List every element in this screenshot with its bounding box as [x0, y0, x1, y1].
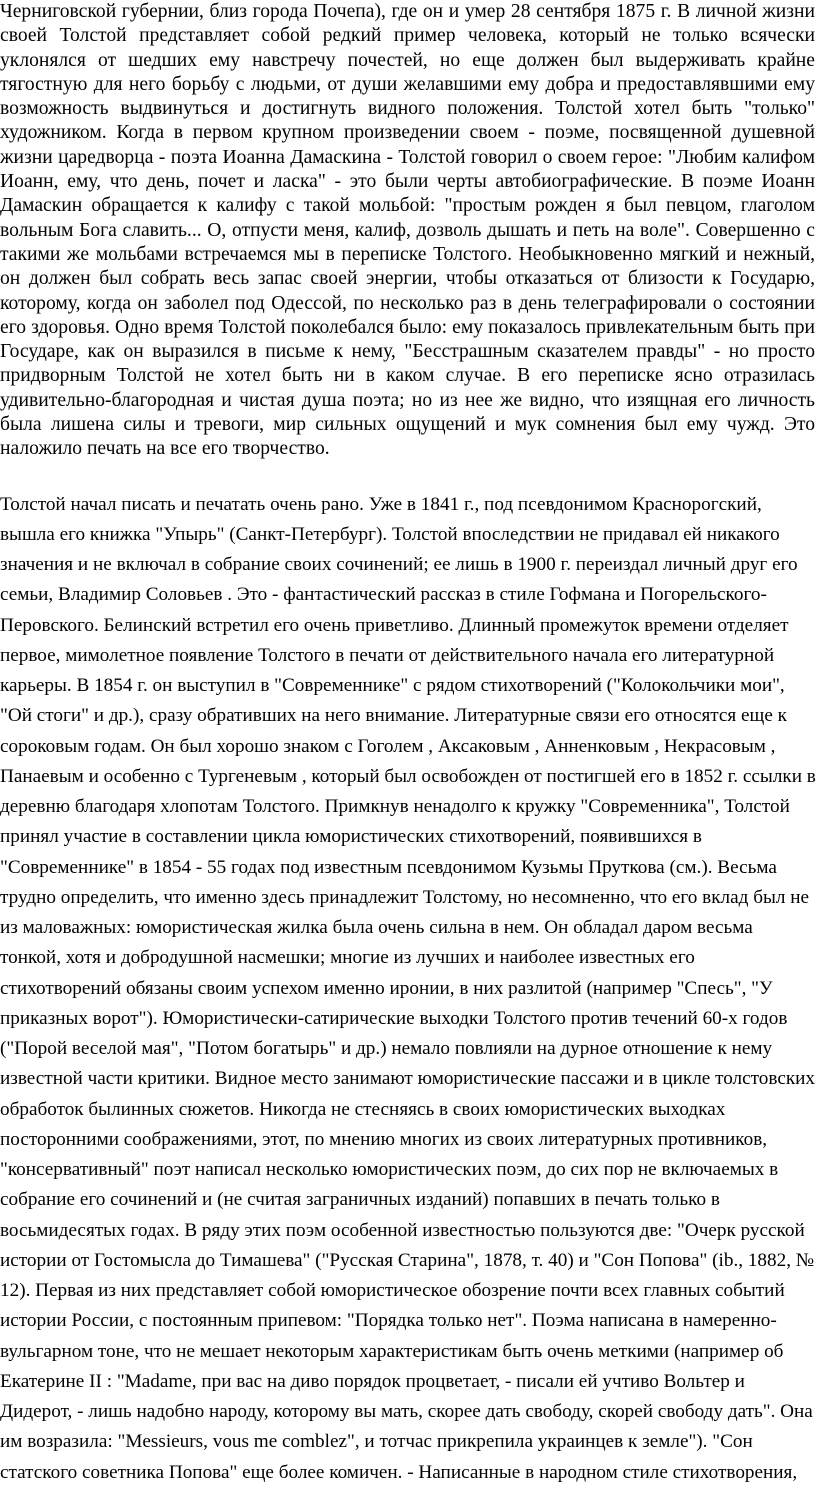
paragraph-literary-career: Толстой начал писать и печатать очень рано. Уже в 1841 г., под псевдонимом Краснорогский, вышла его книжка "Упырь" (Санкт-Петербург). Толстой впоследствии не придавал ей никакого значения и не включал в собрание своих сочинений; ее лишь в 1900 г. переиздал личный друг его семьи, Владимир Соловьев . Это - фантастический рассказ в стиле Гофмана и Погорельского-Перовского. Белинский встретил его очень приветливо. Длинный промежуток времени отделяет первое, мимолетное появление Толстого в печати от действительного начала его литературной карьеры. В 1854 г. он выступил в "Современнике" с рядом стихотворений ("Колокольчики мои", "Ой стоги" и др.), сразу обративших на него внимание. Литературные связи его относятся еще к сороковым годам. Он был хорошо знаком с Гоголем , Аксаковым , Анненковым , Некрасовым , Панаевым и особенно с Тургеневым , который был освобожден от постигшей его в 1852 г. ссылки в деревню благодаря хлопотам Толстого. Примкнув ненадолго к кружку "Современника", Толстой принял участие в составлении цикла юмористических стихотворений, появившихся в "Современнике" в 1854 - 55 годах под известным псевдонимом Кузьмы Пруткова (см.). Весьма трудно определить, что именно здесь принадлежит Толстому, но несомненно, что его вклад был не из маловажных: юмористическая жилка была очень сильна в нем. Он обладал даром весьма тонкой, хотя и добродушной насмешки; многие из лучших и наиболее известных его стихотворений обязаны своим успехом именно иронии, в них разлитой (например "Спесь", "У приказных ворот"). Юмористически-сатирические выходки Толстого против течений 60-х годов ("Порой веселой мая", "Потом богатырь" и др.) немало повлияли на дурное отношение к нему известной части критики. Видное место занимают юмористические пассажи и в цикле толстовских обработок былинных сюжетов. Никогда не стесняясь в своих юмористических выходках посторонними соображениями, этот, по мнению многих из своих литературных противников, "консервативный" поэт написал несколько юмористических поэм, до сих пор не включаемых в собрание его сочинений и (не считая заграничных изданий) попавших в печать только в восьмидесятых годах. В ряду этих поэм особенной известностью пользуются две: "Очерк русской истории от Гостомысла до Тимашева" ("Русская Старина", 1878, т. 40) и "Сон Попова" (ib., 1882, № 12). Первая из них представляет собой юмористическое обозрение почти всех главных событий истории России, с постоянным припевом: "Порядка только нет". Поэма написана в намеренно-вульгарном тоне, что не мешает некоторым характеристикам быть очень меткими (например об Екатерине II : "Madame, при вас на диво порядок процветает, - писали ей учтиво Вольтер и Дидерот, - лишь надобно народу, которому вы мать, скорее дать свободу, скорей свободу дать". Она им возразила: "Messieurs, vous me comblez", и тотчас прикрепила украинцев к земле"). "Сон статского советника Попова" еще более комичен. - Написанные в народном стиле стихотворения, — [0, 493, 816, 1483]
paragraph-spacer — [0, 462, 816, 490]
paragraph-biography: Черниговской губернии, близ города Почепа), где он и умер 28 сентября 1875 г. В личной жизни своей Толстой представляет собой редкий пример человека, который не только всячески уклонялся от шедших ему навстречу почестей, но еще должен был выдерживать крайне тягостную для него борьбу с людьми, от души желавшими ему добра и предоставлявшими ему возможность выдвинуться и достигнуть видного положения. Толстой хотел быть "только" художником. Когда в первом крупном произведении своем - поэме, посвященной душевной жизни царедворца - поэта Иоанна Дамаскина - Толстой говорил о своем герое: "Любим калифом Иоанн, ему, что день, почет и ласка" - это были черты автобиографические. В поэме Иоанн Дамаскин обращается к калифу с такой мольбой: "простым рожден я был певцом, глаголом вольным Бога славить... О, отпусти меня, калиф, дозволь дышать и петь на воле". Совершенно с такими же мольбами встречаемся мы в переписке Толстого. Необыкновенно мягкий и нежный, он должен был собрать весь запас своей энергии, чтобы отказаться от близости к Государю, которому, когда он заболел под Одессой, по несколько раз в день телеграфировали о состоянии его здоровья. Одно время Толстой поколебался было: ему показалось привлекательным быть при Государе, как он выразился в письме к нему, "Бесстрашным сказателем правды" - но просто придворным Толстой не хотел быть ни в каком случае. В его переписке ясно отразилась удивительно-благородная и чистая душа поэта; но из нее же видно, что изящная его личность была лишена силы и тревоги, мир сильных ощущений и мук сомнения был ему чужд. Это наложило печать на все его творчество. — [0, 1, 815, 460]
